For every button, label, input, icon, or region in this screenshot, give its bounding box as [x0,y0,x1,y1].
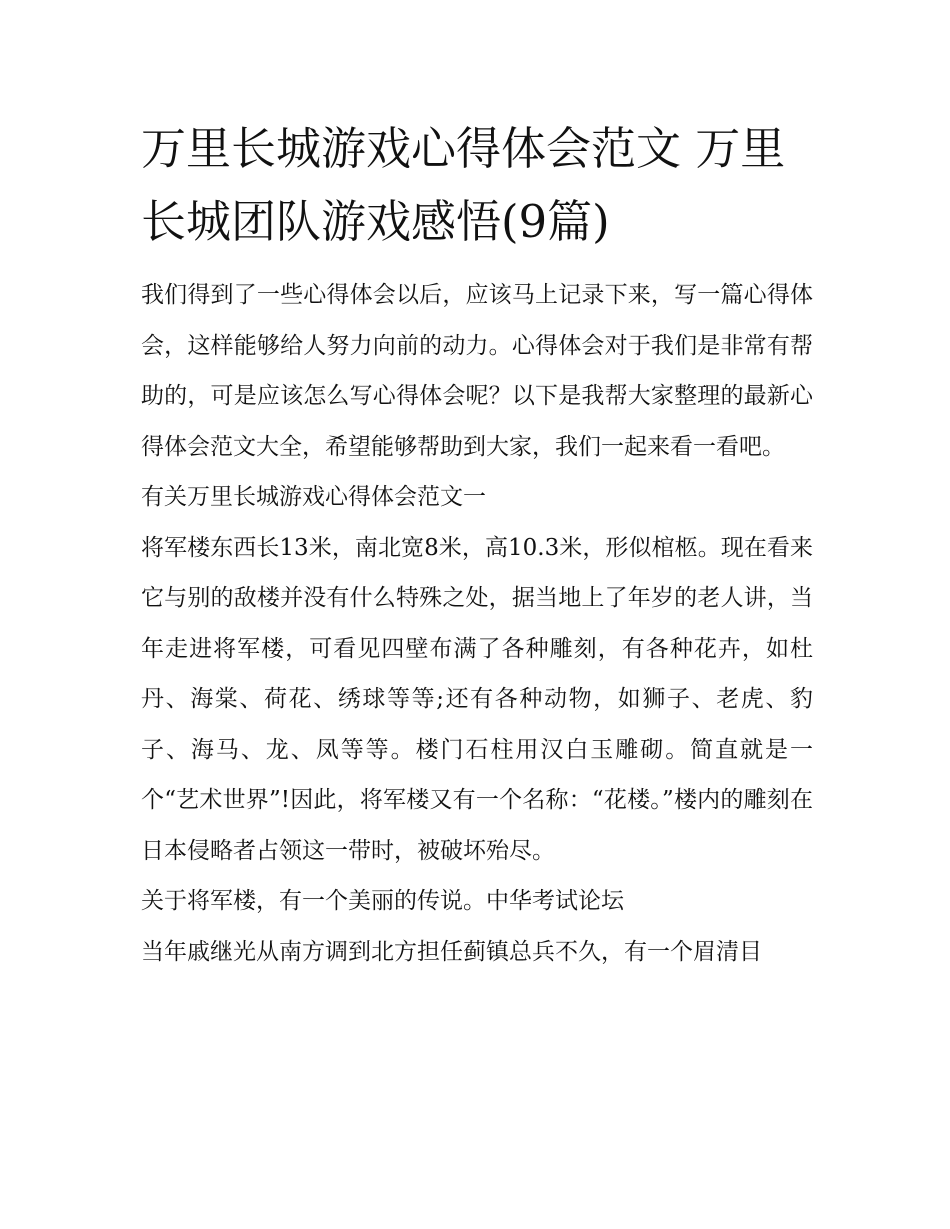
document-title: 万里长城游戏心得体会范文 万里长城团队游戏感悟(9篇) [141,122,786,248]
intro-paragraph: 我们得到了一些心得体会以后，应该马上记录下来，写一篇心得体会，这样能够给人努力向前的动力。心得体会对于我们是非常有帮助的，可是应该怎么写心得体会呢？以下是我帮大家整理的最新心得体会范文大全，希望能够帮助到大家，我们一起来看一看吧。 [141,282,813,460]
body-paragraph: 将军楼东西长13米，南北宽8米，高10.3米，形似棺柩。现在看来它与别的敌楼并没有什么特殊之处，据当地上了年岁的老人讲，当年走进将军楼，可看见四壁布满了各种雕刻，有各种花卉，如杜丹、海棠、荷花、绣球等等;还有各种动物，如狮子、老虎、豹子、海马、龙、凤等等。楼门石柱用汉白玉雕砌。简直就是一个“艺术世界”!因此，将军楼又有一个名称：“花楼。”楼内的雕刻在日本侵略者占领这一带时，被破坏殆尽。 [141,534,813,864]
body-paragraph: 关于将军楼，有一个美丽的传说。中华考试论坛 [141,888,624,914]
body-paragraph: 当年戚继光从南方调到北方担任蓟镇总兵不久，有一个眉清目 [141,938,762,965]
section-heading: 有关万里长城游戏心得体会范文一 [141,484,486,510]
document-content [141,112,813,977]
